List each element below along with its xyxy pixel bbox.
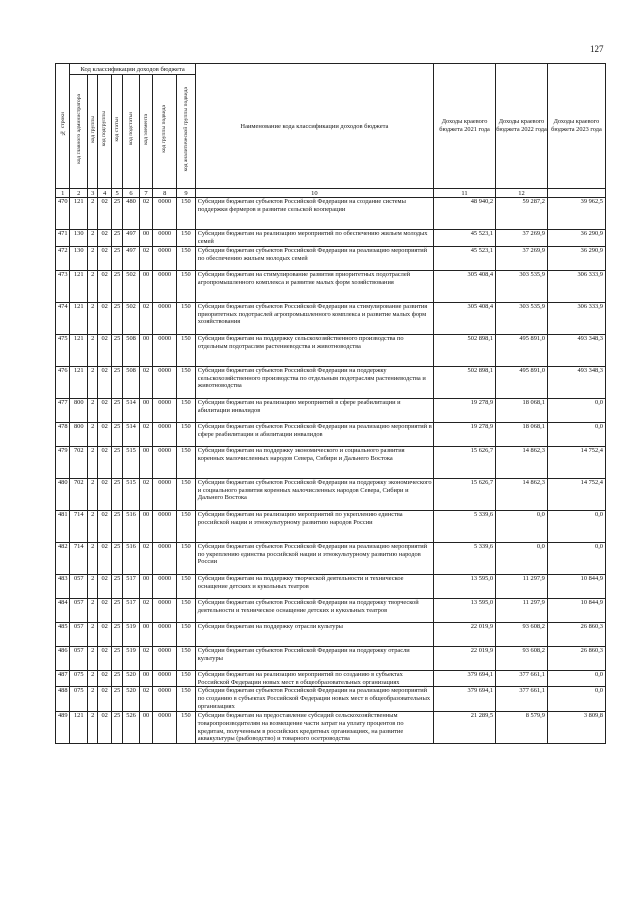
cell-y2022: 11 297,9 <box>496 598 548 622</box>
cell-an: 150 <box>177 302 196 334</box>
cell-y2023: 39 962,5 <box>547 198 605 230</box>
cell-y2023: 26 860,3 <box>547 646 605 670</box>
cell-el: 00 <box>139 574 152 598</box>
table-row <box>56 574 606 598</box>
cell-pv: 0000 <box>153 366 177 398</box>
cell-name: Субсидии бюджетам на реализацию мероприятий в сфере реабилитации и абилитации инвалидов <box>195 398 433 422</box>
cell-y2023: 306 333,9 <box>547 270 605 302</box>
cell-sg: 02 <box>98 711 111 743</box>
col-header-2023: Доходы краевого бюджета 2023 года <box>547 64 605 189</box>
cell-el: 00 <box>139 670 152 687</box>
cell-st: 25 <box>111 246 122 270</box>
cell-sst: 508 <box>123 366 140 398</box>
cell-pv: 0000 <box>153 230 177 247</box>
cell-adm: 057 <box>70 598 88 622</box>
cell-el: 00 <box>139 334 152 366</box>
cell-st: 25 <box>111 198 122 230</box>
table-row <box>56 246 606 270</box>
cell-st: 25 <box>111 270 122 302</box>
table-body <box>56 198 606 744</box>
cell-adm: 121 <box>70 334 88 366</box>
cell-adm: 057 <box>70 646 88 670</box>
cell-y2021: 5 339,6 <box>433 542 495 574</box>
table-row <box>56 478 606 510</box>
cell-an: 150 <box>177 446 196 478</box>
cell-an: 150 <box>177 574 196 598</box>
cell-sg: 02 <box>98 598 111 622</box>
cell-y2021: 502 898,1 <box>433 366 495 398</box>
cell-pv: 0000 <box>153 598 177 622</box>
table-row <box>56 687 606 712</box>
table-row <box>56 334 606 366</box>
cell-y2022: 59 287,2 <box>496 198 548 230</box>
cell-pv: 0000 <box>153 478 177 510</box>
cell-adm: 121 <box>70 270 88 302</box>
cell-y2021: 15 626,7 <box>433 446 495 478</box>
cell-pv: 0000 <box>153 246 177 270</box>
cell-y2023: 36 290,9 <box>547 230 605 247</box>
cell-st: 25 <box>111 687 122 712</box>
table-row <box>56 598 606 622</box>
cell-g: 2 <box>88 574 98 598</box>
cell-el: 00 <box>139 510 152 542</box>
cell-no: 483 <box>56 574 70 598</box>
cell-y2021: 379 694,1 <box>433 670 495 687</box>
cell-name: Субсидии бюджетам на поддержку сельскохозяйственного производства по отдельным подотраслям растениеводства и животноводства <box>195 334 433 366</box>
cell-pv: 0000 <box>153 198 177 230</box>
col-header-subarticle-code: код подстатьи <box>123 75 140 189</box>
table-row <box>56 270 606 302</box>
cell-adm: 800 <box>70 422 88 446</box>
cell-el: 00 <box>139 230 152 247</box>
cell-adm: 121 <box>70 366 88 398</box>
cell-st: 25 <box>111 422 122 446</box>
cell-y2021: 21 289,5 <box>433 711 495 743</box>
cell-st: 25 <box>111 230 122 247</box>
cell-pv: 0000 <box>153 510 177 542</box>
cell-adm: 130 <box>70 230 88 247</box>
cell-sg: 02 <box>98 302 111 334</box>
cell-no: 470 <box>56 198 70 230</box>
cell-sst: 502 <box>123 270 140 302</box>
cell-an: 150 <box>177 598 196 622</box>
cell-name: Субсидии бюджетам субъектов Российской Федерации на поддержку экономического и социального развития коренных малочисленных народов Севера, Сибири и Дальнего Востока <box>195 478 433 510</box>
cell-an: 150 <box>177 398 196 422</box>
cell-adm: 702 <box>70 478 88 510</box>
cell-y2021: 22 019,9 <box>433 622 495 646</box>
cell-el: 00 <box>139 711 152 743</box>
cell-no: 475 <box>56 334 70 366</box>
cell-sst: 514 <box>123 398 140 422</box>
cell-st: 25 <box>111 302 122 334</box>
cell-y2021: 48 940,2 <box>433 198 495 230</box>
cell-y2022: 377 661,1 <box>496 670 548 687</box>
cell-el: 02 <box>139 246 152 270</box>
cell-sg: 02 <box>98 510 111 542</box>
cell-an: 150 <box>177 366 196 398</box>
cell-st: 25 <box>111 574 122 598</box>
cell-name: Субсидии бюджетам субъектов Российской Федерации на стимулирование развития приоритетных подотраслей агропромышленного комплекса и развитие малых форм хозяйствования <box>195 302 433 334</box>
cell-st: 25 <box>111 446 122 478</box>
cell-y2022: 0,0 <box>496 542 548 574</box>
cell-y2023: 10 844,9 <box>547 574 605 598</box>
cell-sst: 497 <box>123 230 140 247</box>
cell-y2021: 305 408,4 <box>433 270 495 302</box>
cell-sst: 515 <box>123 478 140 510</box>
cell-g: 2 <box>88 670 98 687</box>
cell-adm: 057 <box>70 574 88 598</box>
page-number: 127 <box>590 44 604 54</box>
cell-st: 25 <box>111 366 122 398</box>
cell-el: 02 <box>139 198 152 230</box>
table-row <box>56 510 606 542</box>
table-row <box>56 542 606 574</box>
cell-sg: 02 <box>98 446 111 478</box>
cell-name: Субсидии бюджетам на поддержку творческой деятельности и техническое оснащение детских и кукольных театров <box>195 574 433 598</box>
cell-no: 484 <box>56 598 70 622</box>
cell-sst: 517 <box>123 574 140 598</box>
cell-an: 150 <box>177 422 196 446</box>
cell-adm: 121 <box>70 302 88 334</box>
cell-st: 25 <box>111 670 122 687</box>
cell-pv: 0000 <box>153 446 177 478</box>
cell-y2022: 18 068,1 <box>496 398 548 422</box>
cell-sg: 02 <box>98 646 111 670</box>
col-header-analytic-group-code: код аналитической группы подвида <box>177 75 196 189</box>
cell-no: 479 <box>56 446 70 478</box>
cell-pv: 0000 <box>153 334 177 366</box>
cell-no: 481 <box>56 510 70 542</box>
cell-name: Субсидии бюджетам субъектов Российской Федерации на поддержку сельскохозяйственного производства по отдельным подотраслям растениеводства и животноводства <box>195 366 433 398</box>
cell-el: 02 <box>139 646 152 670</box>
cell-el: 02 <box>139 598 152 622</box>
cell-sg: 02 <box>98 246 111 270</box>
cell-g: 2 <box>88 366 98 398</box>
cell-y2021: 13 595,0 <box>433 598 495 622</box>
cell-y2021: 15 626,7 <box>433 478 495 510</box>
cell-no: 487 <box>56 670 70 687</box>
cell-y2023: 10 844,9 <box>547 598 605 622</box>
cell-y2023: 0,0 <box>547 687 605 712</box>
cell-st: 25 <box>111 598 122 622</box>
cell-el: 00 <box>139 446 152 478</box>
cell-name: Субсидии бюджетам субъектов Российской Федерации на создание системы поддержки фермеров и развитие сельской кооперации <box>195 198 433 230</box>
cell-sg: 02 <box>98 687 111 712</box>
cell-sg: 02 <box>98 478 111 510</box>
col-header-element-code: код элемента <box>139 75 152 189</box>
cell-sst: 514 <box>123 422 140 446</box>
cell-sg: 02 <box>98 198 111 230</box>
table-row <box>56 711 606 743</box>
table-row <box>56 302 606 334</box>
col-header-group-code: код группы <box>88 75 98 189</box>
cell-g: 2 <box>88 422 98 446</box>
cell-el: 02 <box>139 542 152 574</box>
cell-an: 150 <box>177 230 196 247</box>
cell-name: Субсидии бюджетам на поддержку отрасли культуры <box>195 622 433 646</box>
table-row <box>56 622 606 646</box>
cell-sg: 02 <box>98 542 111 574</box>
cell-no: 485 <box>56 622 70 646</box>
cell-adm: 057 <box>70 622 88 646</box>
cell-pv: 0000 <box>153 270 177 302</box>
cell-name: Субсидии бюджетам субъектов Российской Федерации на поддержку отрасли культуры <box>195 646 433 670</box>
table-row <box>56 646 606 670</box>
col-header-article-code: код статьи <box>111 75 122 189</box>
table-row <box>56 398 606 422</box>
cell-el: 02 <box>139 366 152 398</box>
cell-name: Субсидии бюджетам субъектов Российской Федерации на реализацию мероприятий по укреплению единства российской нации и этнокультурному развитию народов России <box>195 542 433 574</box>
cell-adm: 075 <box>70 687 88 712</box>
cell-y2022: 37 269,9 <box>496 246 548 270</box>
cell-y2022: 0,0 <box>496 510 548 542</box>
cell-no: 477 <box>56 398 70 422</box>
cell-y2021: 502 898,1 <box>433 334 495 366</box>
cell-pv: 0000 <box>153 711 177 743</box>
cell-g: 2 <box>88 334 98 366</box>
col-header-subgroup-code: код подгруппы <box>98 75 111 189</box>
cell-y2023: 36 290,9 <box>547 246 605 270</box>
cell-st: 25 <box>111 334 122 366</box>
cell-pv: 0000 <box>153 574 177 598</box>
cell-adm: 702 <box>70 446 88 478</box>
cell-sg: 02 <box>98 622 111 646</box>
cell-g: 2 <box>88 446 98 478</box>
column-number-row: 1 2 3 4 5 6 7 8 9 10 11 12 <box>56 189 606 198</box>
cell-y2022: 18 068,1 <box>496 422 548 446</box>
cell-an: 150 <box>177 646 196 670</box>
cell-name: Субсидии бюджетам на реализацию мероприятий по обеспечению жильем молодых семей <box>195 230 433 247</box>
cell-sst: 497 <box>123 246 140 270</box>
col-group-header: Код классификации доходов бюджета <box>70 64 195 75</box>
cell-no: 473 <box>56 270 70 302</box>
cell-el: 02 <box>139 687 152 712</box>
cell-y2022: 8 579,9 <box>496 711 548 743</box>
cell-an: 150 <box>177 510 196 542</box>
cell-y2023: 14 752,4 <box>547 446 605 478</box>
col-header-subtype-group-code: код группы подвида <box>153 75 177 189</box>
cell-sst: 519 <box>123 646 140 670</box>
cell-sst: 515 <box>123 446 140 478</box>
cell-g: 2 <box>88 230 98 247</box>
cell-no: 486 <box>56 646 70 670</box>
cell-name: Субсидии бюджетам субъектов Российской Федерации на реализацию мероприятий по обеспечению жильем молодых семей <box>195 246 433 270</box>
cell-no: 482 <box>56 542 70 574</box>
cell-y2023: 0,0 <box>547 422 605 446</box>
cell-pv: 0000 <box>153 622 177 646</box>
col-header-2022: Доходы краевого бюджета 2022 года <box>496 64 548 189</box>
cell-y2022: 495 891,0 <box>496 334 548 366</box>
cell-st: 25 <box>111 542 122 574</box>
cell-no: 476 <box>56 366 70 398</box>
cell-y2022: 303 535,9 <box>496 302 548 334</box>
cell-adm: 130 <box>70 246 88 270</box>
cell-sst: 480 <box>123 198 140 230</box>
cell-an: 150 <box>177 622 196 646</box>
cell-y2023: 0,0 <box>547 542 605 574</box>
cell-y2021: 5 339,6 <box>433 510 495 542</box>
cell-sg: 02 <box>98 398 111 422</box>
cell-y2022: 93 608,2 <box>496 622 548 646</box>
cell-adm: 714 <box>70 510 88 542</box>
cell-sg: 02 <box>98 422 111 446</box>
cell-st: 25 <box>111 478 122 510</box>
cell-an: 150 <box>177 670 196 687</box>
table-row <box>56 198 606 230</box>
cell-y2023: 493 348,3 <box>547 366 605 398</box>
col-header-row-number: № строки <box>56 64 70 189</box>
cell-y2022: 303 535,9 <box>496 270 548 302</box>
cell-sst: 516 <box>123 542 140 574</box>
cell-y2022: 93 608,2 <box>496 646 548 670</box>
cell-pv: 0000 <box>153 302 177 334</box>
cell-pv: 0000 <box>153 646 177 670</box>
cell-g: 2 <box>88 622 98 646</box>
cell-name: Субсидии бюджетам на стимулирование развития приоритетных подотраслей агропромышленного комплекса и развитие малых форм хозяйствования <box>195 270 433 302</box>
cell-sst: 502 <box>123 302 140 334</box>
cell-y2022: 11 297,9 <box>496 574 548 598</box>
cell-no: 472 <box>56 246 70 270</box>
cell-adm: 121 <box>70 711 88 743</box>
cell-pv: 0000 <box>153 670 177 687</box>
budget-income-table <box>55 63 606 744</box>
cell-y2023: 0,0 <box>547 398 605 422</box>
cell-an: 150 <box>177 198 196 230</box>
cell-y2021: 13 595,0 <box>433 574 495 598</box>
cell-an: 150 <box>177 246 196 270</box>
table-row <box>56 230 606 247</box>
cell-pv: 0000 <box>153 398 177 422</box>
cell-pv: 0000 <box>153 687 177 712</box>
col-header-admin-code: код главного администратора <box>70 75 88 189</box>
cell-y2023: 14 752,4 <box>547 478 605 510</box>
cell-y2021: 22 019,9 <box>433 646 495 670</box>
cell-adm: 714 <box>70 542 88 574</box>
cell-sst: 516 <box>123 510 140 542</box>
cell-y2023: 3 809,8 <box>547 711 605 743</box>
cell-el: 02 <box>139 422 152 446</box>
cell-y2021: 45 523,1 <box>433 246 495 270</box>
cell-an: 150 <box>177 270 196 302</box>
cell-y2023: 0,0 <box>547 670 605 687</box>
cell-g: 2 <box>88 302 98 334</box>
cell-y2021: 19 278,9 <box>433 398 495 422</box>
cell-no: 478 <box>56 422 70 446</box>
cell-an: 150 <box>177 711 196 743</box>
cell-g: 2 <box>88 270 98 302</box>
cell-g: 2 <box>88 687 98 712</box>
cell-st: 25 <box>111 711 122 743</box>
cell-g: 2 <box>88 478 98 510</box>
cell-sst: 517 <box>123 598 140 622</box>
cell-name: Субсидии бюджетам на поддержку экономического и социального развития коренных малочисленных народов Севера, Сибири и Дальнего Востока <box>195 446 433 478</box>
cell-st: 25 <box>111 622 122 646</box>
col-header-name: Наименование кода классификации доходов бюджета <box>195 64 433 189</box>
cell-pv: 0000 <box>153 422 177 446</box>
cell-g: 2 <box>88 542 98 574</box>
cell-y2023: 0,0 <box>547 510 605 542</box>
table-row <box>56 446 606 478</box>
cell-el: 00 <box>139 398 152 422</box>
cell-an: 150 <box>177 478 196 510</box>
cell-name: Субсидии бюджетам субъектов Российской Федерации на поддержку творческой деятельности и техническое оснащение детских и кукольных театров <box>195 598 433 622</box>
cell-g: 2 <box>88 646 98 670</box>
cell-an: 150 <box>177 334 196 366</box>
cell-y2021: 19 278,9 <box>433 422 495 446</box>
cell-el: 00 <box>139 270 152 302</box>
cell-st: 25 <box>111 646 122 670</box>
cell-no: 471 <box>56 230 70 247</box>
cell-y2023: 306 333,9 <box>547 302 605 334</box>
cell-st: 25 <box>111 510 122 542</box>
cell-sg: 02 <box>98 670 111 687</box>
cell-pv: 0000 <box>153 542 177 574</box>
cell-an: 150 <box>177 542 196 574</box>
cell-el: 02 <box>139 478 152 510</box>
cell-name: Субсидии бюджетам на реализацию мероприятий по созданию в субъектах Российской Федерации новых мест в общеобразовательных организациях <box>195 670 433 687</box>
cell-sst: 508 <box>123 334 140 366</box>
cell-sg: 02 <box>98 270 111 302</box>
cell-st: 25 <box>111 398 122 422</box>
cell-el: 00 <box>139 622 152 646</box>
cell-y2022: 37 269,9 <box>496 230 548 247</box>
cell-g: 2 <box>88 398 98 422</box>
cell-g: 2 <box>88 198 98 230</box>
cell-sg: 02 <box>98 366 111 398</box>
cell-g: 2 <box>88 598 98 622</box>
cell-y2022: 495 891,0 <box>496 366 548 398</box>
cell-no: 474 <box>56 302 70 334</box>
cell-sg: 02 <box>98 230 111 247</box>
cell-name: Субсидии бюджетам на предоставление субсидий сельскохозяйственным товаропроизводителям на возмещение части затрат на уплату процентов по кредитам, полученным в российских кредитных организациях, на развитие аквакультуры (рыбоводство) и товарного осетроводства <box>195 711 433 743</box>
cell-no: 480 <box>56 478 70 510</box>
cell-sst: 520 <box>123 670 140 687</box>
cell-y2022: 14 862,3 <box>496 446 548 478</box>
cell-sg: 02 <box>98 334 111 366</box>
cell-el: 02 <box>139 302 152 334</box>
cell-g: 2 <box>88 711 98 743</box>
cell-adm: 800 <box>70 398 88 422</box>
cell-name: Субсидии бюджетам на реализацию мероприятий по укреплению единства российской нации и этнокультурному развитию народов России <box>195 510 433 542</box>
cell-g: 2 <box>88 510 98 542</box>
cell-y2022: 14 862,3 <box>496 478 548 510</box>
cell-sst: 526 <box>123 711 140 743</box>
cell-no: 488 <box>56 687 70 712</box>
cell-sst: 519 <box>123 622 140 646</box>
cell-y2021: 45 523,1 <box>433 230 495 247</box>
cell-name: Субсидии бюджетам субъектов Российской Федерации на реализацию мероприятий по созданию в субъектах Российской Федерации новых мест в общеобразовательных организациях <box>195 687 433 712</box>
table-row <box>56 422 606 446</box>
cell-adm: 075 <box>70 670 88 687</box>
cell-an: 150 <box>177 687 196 712</box>
cell-adm: 121 <box>70 198 88 230</box>
cell-y2023: 493 348,3 <box>547 334 605 366</box>
cell-sst: 520 <box>123 687 140 712</box>
col-header-2021: Доходы краевого бюджета 2021 года <box>433 64 495 189</box>
cell-y2022: 377 661,1 <box>496 687 548 712</box>
cell-y2021: 379 694,1 <box>433 687 495 712</box>
cell-no: 489 <box>56 711 70 743</box>
table-row <box>56 670 606 687</box>
table-row <box>56 366 606 398</box>
cell-y2021: 305 408,4 <box>433 302 495 334</box>
cell-g: 2 <box>88 246 98 270</box>
cell-name: Субсидии бюджетам субъектов Российской Федерации на реализацию мероприятий в сфере реабилитации и абилитации инвалидов <box>195 422 433 446</box>
cell-y2023: 26 860,3 <box>547 622 605 646</box>
cell-sg: 02 <box>98 574 111 598</box>
